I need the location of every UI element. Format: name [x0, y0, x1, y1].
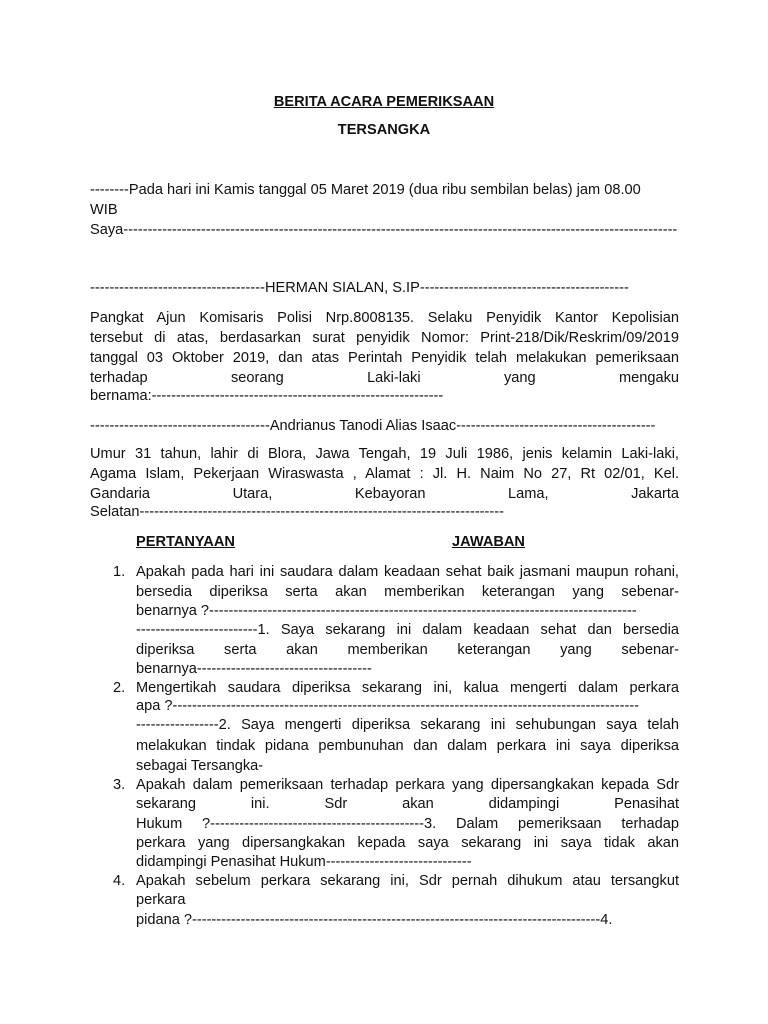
investigator-desc-1: Pangkat Ajun Komisaris Polisi Nrp.8008135. Selaku Penyidik Kantor Kepolisian	[90, 310, 679, 326]
item-4-line-3: pidana ?------------------------------------------------------------------------------------4.	[136, 912, 613, 928]
document-title: BERITA ACARA PEMERIKSAAN	[273, 94, 495, 110]
item-3-line-3: Hukum ?--------------------------------------------3. Dalam pemeriksaan terhadap	[136, 816, 679, 832]
item-1-line-2: bersedia diperiksa serta akan memberikan keterangan yang sebenar-	[136, 584, 679, 600]
suspect-desc-3: Gandaria Utara, Kebayoran Lama, Jakarta	[90, 486, 679, 502]
suspect-desc-1: Umur 31 tahun, lahir di Blora, Jawa Tengah, 19 Juli 1986, jenis kelamin Laki-laki,	[90, 446, 679, 462]
item-number: 2.	[113, 680, 126, 696]
item-4-line-2: perkara	[136, 892, 186, 908]
question-column-header: PERTANYAAN	[136, 534, 235, 550]
suspect-desc-4: Selatan---------------------------------------------------------------------------	[90, 504, 504, 520]
item-4-line-1: Apakah sebelum perkara sekarang ini, Sdr pernah dihukum atau tersangkut	[136, 873, 679, 889]
answer-column-header: JAWABAN	[452, 534, 525, 550]
item-3-line-1: Apakah dalam pemeriksaan terhadap perkara yang dipersangkakan kepada Sdr	[136, 777, 679, 793]
item-2-line-4: melakukan tindak pidana pembunuhan dan dalam perkara ini saya diperiksa	[136, 738, 679, 754]
investigator-desc-5: bernama:------------------------------------------------------------	[90, 388, 444, 404]
investigator-desc-2: tersebut di atas, berdasarkan surat penyidik Nomor: Print-218/Dik/Reskrim/09/2019	[90, 330, 679, 346]
opening-line-2: WIB	[90, 202, 118, 218]
item-number: 1.	[113, 564, 126, 580]
item-number: 4.	[113, 873, 126, 889]
investigator-desc-3: tanggal 03 Oktober 2019, dan atas Perintah Penyidik telah melakukan pemeriksaan	[90, 350, 679, 366]
item-2-line-5: sebagai Tersangka-	[136, 758, 264, 774]
item-2-line-1: Mengertikah saudara diperiksa sekarang ini, kalua mengerti dalam perkara	[136, 680, 679, 696]
suspect-desc-2: Agama Islam, Pekerjaan Wiraswasta , Alamat : Jl. H. Naim No 27, Rt 02/01, Kel.	[90, 466, 679, 482]
item-1-line-3: benarnya ?----------------------------------------------------------------------------------------	[136, 603, 637, 619]
item-1-line-5: diperiksa serta akan memberikan keterangan yang sebenar-	[136, 642, 679, 658]
item-1-line-1: Apakah pada hari ini saudara dalam keadaan sehat baik jasmani maupun rohani,	[136, 564, 679, 580]
investigator-desc-4: terhadap seorang Laki-laki yang mengaku	[90, 370, 679, 386]
item-2-line-3: -----------------2. Saya mengerti diperiksa sekarang ini sehubungan saya telah	[136, 717, 679, 733]
opening-line-1: --------Pada hari ini Kamis tanggal 05 Maret 2019 (dua ribu sembilan belas) jam 08.00	[90, 182, 641, 198]
opening-line-3: Saya------------------------------------------------------------------------------------------------------------------	[90, 222, 678, 238]
document-subtitle: TERSANGKA	[337, 122, 431, 138]
item-2-line-2: apa ?------------------------------------------------------------------------------------------------	[136, 698, 640, 714]
investigator-name-line: ------------------------------------HERMAN SIALAN, S.IP-------------------------------------------	[90, 280, 629, 296]
item-3-line-2: sekarang ini. Sdr akan didampingi Penasihat	[136, 796, 679, 812]
item-1-line-6: benarnya------------------------------------	[136, 661, 372, 677]
item-3-line-5: didampingi Penasihat Hukum------------------------------	[136, 854, 472, 870]
item-1-line-4: -------------------------1. Saya sekarang ini dalam keadaan sehat dan bersedia	[136, 622, 679, 638]
suspect-name-line: -------------------------------------Andrianus Tanodi Alias Isaac-----------------------------------------	[90, 418, 656, 434]
item-number: 3.	[113, 777, 126, 793]
item-3-line-4: perkara yang dipersangkakan kepada saya sekarang ini saya tidak akan	[136, 835, 679, 851]
